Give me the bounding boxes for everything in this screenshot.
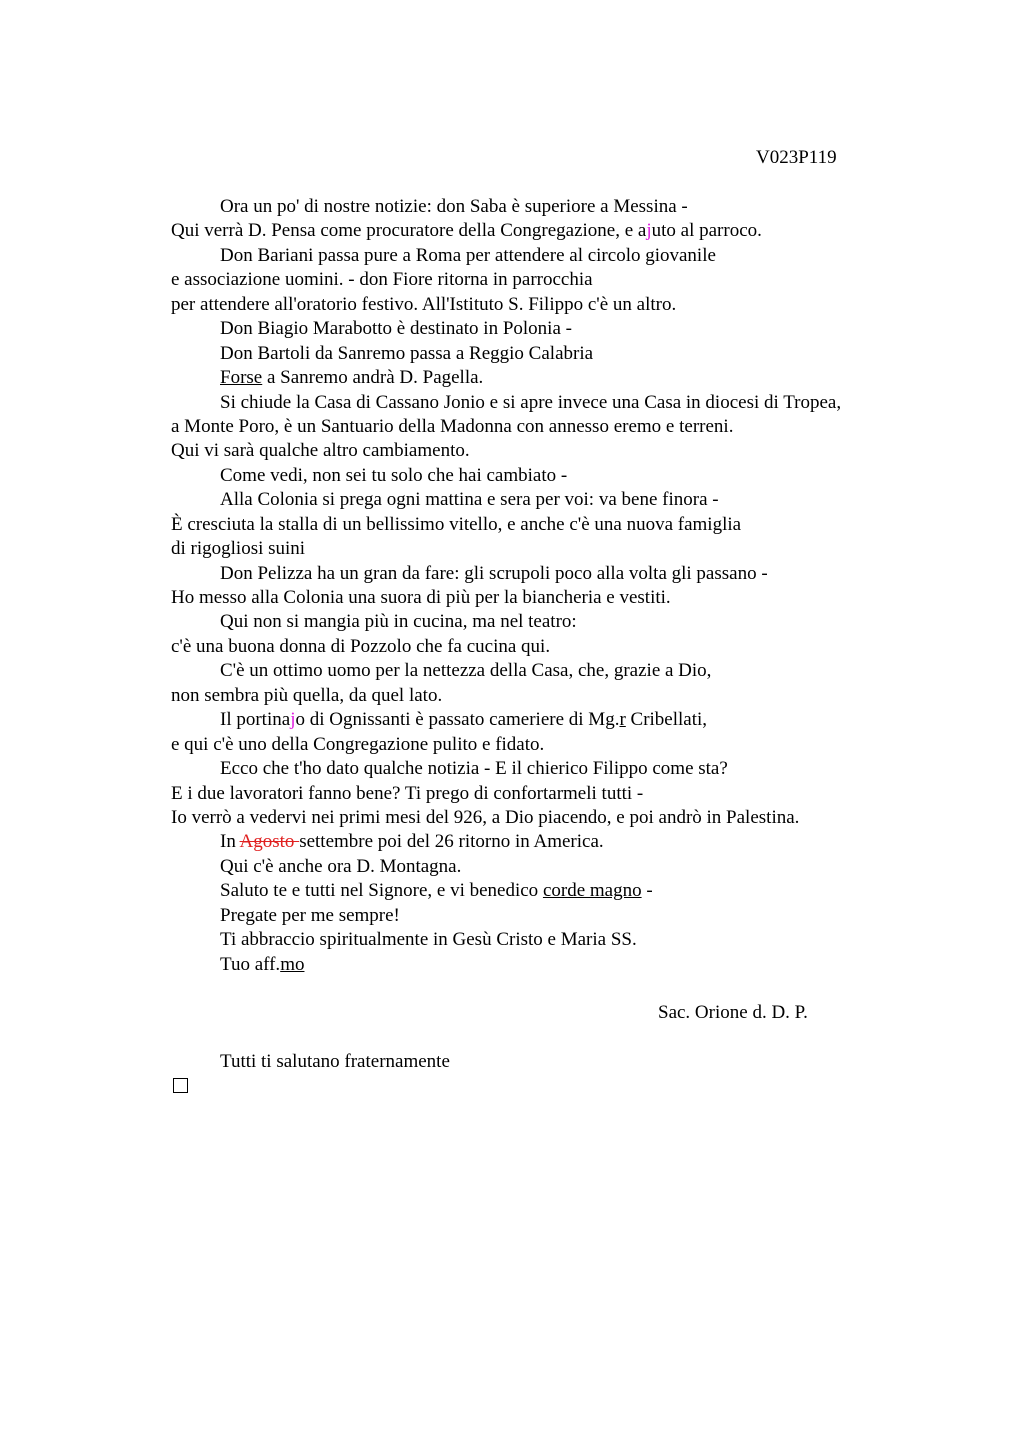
text-segment: - xyxy=(641,880,653,902)
text-line xyxy=(171,366,931,390)
checkbox-icon xyxy=(173,1078,188,1093)
text-line: Ti abbraccio spiritualmente in Gesù Cristo e Maria SS. xyxy=(220,929,637,951)
blank-line xyxy=(171,1026,931,1050)
text-line: non sembra più quella, da quel lato. xyxy=(171,684,443,706)
text-line: Don Biagio Marabotto è destinato in Polonia - xyxy=(220,318,572,340)
text-line: Qui vi sarà qualche altro cambiamento. xyxy=(171,440,470,462)
text-segment: In xyxy=(220,831,240,853)
text-line: Don Bartoli da Sanremo passa a Reggio Calabria xyxy=(220,342,594,364)
text-line: E i due lavoratori fanno bene? Ti prego di confortarmeli tutti - xyxy=(171,782,644,804)
underlined-superscript: mo xyxy=(280,953,305,975)
letter-body xyxy=(171,195,931,1099)
text-line: Pregate per me sempre! xyxy=(220,904,400,926)
inserted-letter: j xyxy=(646,220,652,242)
checkbox-line xyxy=(171,1075,931,1099)
text-segment: Saluto te e tutti nel Signore, e vi benedico xyxy=(220,880,543,902)
postscript: Tutti ti salutano fraternamente xyxy=(220,1051,450,1073)
text-segment: o di Ognissanti è passato cameriere di Mg. xyxy=(295,709,620,731)
text-line: Ecco che t'ho dato qualche notizia - E il chierico Filippo come sta? xyxy=(220,758,728,780)
text-line: C'è un ottimo uomo per la nettezza della Casa, che, grazie a Dio, xyxy=(220,660,712,682)
text-line xyxy=(171,953,931,977)
text-line: Ora un po' di nostre notizie: don Saba è superiore a Messina - xyxy=(220,196,688,217)
text-line: di rigogliosi suini xyxy=(171,538,306,560)
text-line: c'è una buona donna di Pozzolo che fa cucina qui. xyxy=(171,635,551,657)
text-line: Ho messo alla Colonia una suora di più per la biancheria e vestiti. xyxy=(171,587,671,608)
text-line: Qui non si mangia più in cucina, ma nel teatro: xyxy=(220,611,577,633)
text-line xyxy=(171,879,931,903)
text-line: a Monte Poro, è un Santuario della Madonna con annesso eremo e terreni. xyxy=(171,415,734,437)
text-line xyxy=(171,708,931,732)
text-line xyxy=(171,219,931,243)
inserted-letter: j xyxy=(290,709,296,731)
page-id: V023P119 xyxy=(756,147,837,168)
text-line: Si chiude la Casa di Cassano Jonio e si apre invece una Casa in diocesi di Tropea, xyxy=(220,391,842,413)
underlined-phrase: corde magno xyxy=(542,880,642,902)
text-segment: a Sanremo andrà D. Pagella. xyxy=(262,367,484,389)
signature: Sac. Orione d. D. P. xyxy=(658,1002,808,1024)
text-line: Come vedi, non sei tu solo che hai cambiato - xyxy=(220,464,568,486)
text-line: e qui c'è uno della Congregazione pulito e fidato. xyxy=(171,733,545,755)
text-line: Qui c'è anche ora D. Montagna. xyxy=(220,855,462,877)
text-segment: Tuo aff. xyxy=(220,953,281,975)
text-segment: uto al parroco. xyxy=(651,220,762,242)
text-line: È cresciuta la stalla di un bellissimo vitello, e anche c'è una nuova famiglia xyxy=(171,513,742,535)
text-line: Alla Colonia si prega ogni mattina e sera per voi: va bene finora - xyxy=(220,489,719,511)
text-line: Don Pelizza ha un gran da fare: gli scrupoli poco alla volta gli passano - xyxy=(220,562,768,584)
text-line xyxy=(171,830,931,854)
text-segment: Qui verrà D. Pensa come procuratore della Congregazione, e a xyxy=(171,220,647,242)
text-line: Io verrò a vedervi nei primi mesi del 926, a Dio piacendo, e poi andrò in Palestina. xyxy=(171,806,800,828)
text-segment: Cribellati, xyxy=(625,709,708,731)
underlined-superscript: r xyxy=(619,709,626,731)
underlined-word: Forse xyxy=(220,367,263,389)
text-segment: settembre poi del 26 ritorno in America. xyxy=(299,831,604,853)
blank-line xyxy=(171,977,931,1001)
text-line: e associazione uomini. - don Fiore ritorna in parrocchia xyxy=(171,269,593,291)
text-line: per attendere all'oratorio festivo. All'Istituto S. Filippo c'è un altro. xyxy=(171,293,677,315)
text-line: Don Bariani passa pure a Roma per attendere al circolo giovanile xyxy=(220,244,716,266)
deleted-word: Agosto xyxy=(239,831,300,853)
text-segment: Il portina xyxy=(220,709,291,731)
